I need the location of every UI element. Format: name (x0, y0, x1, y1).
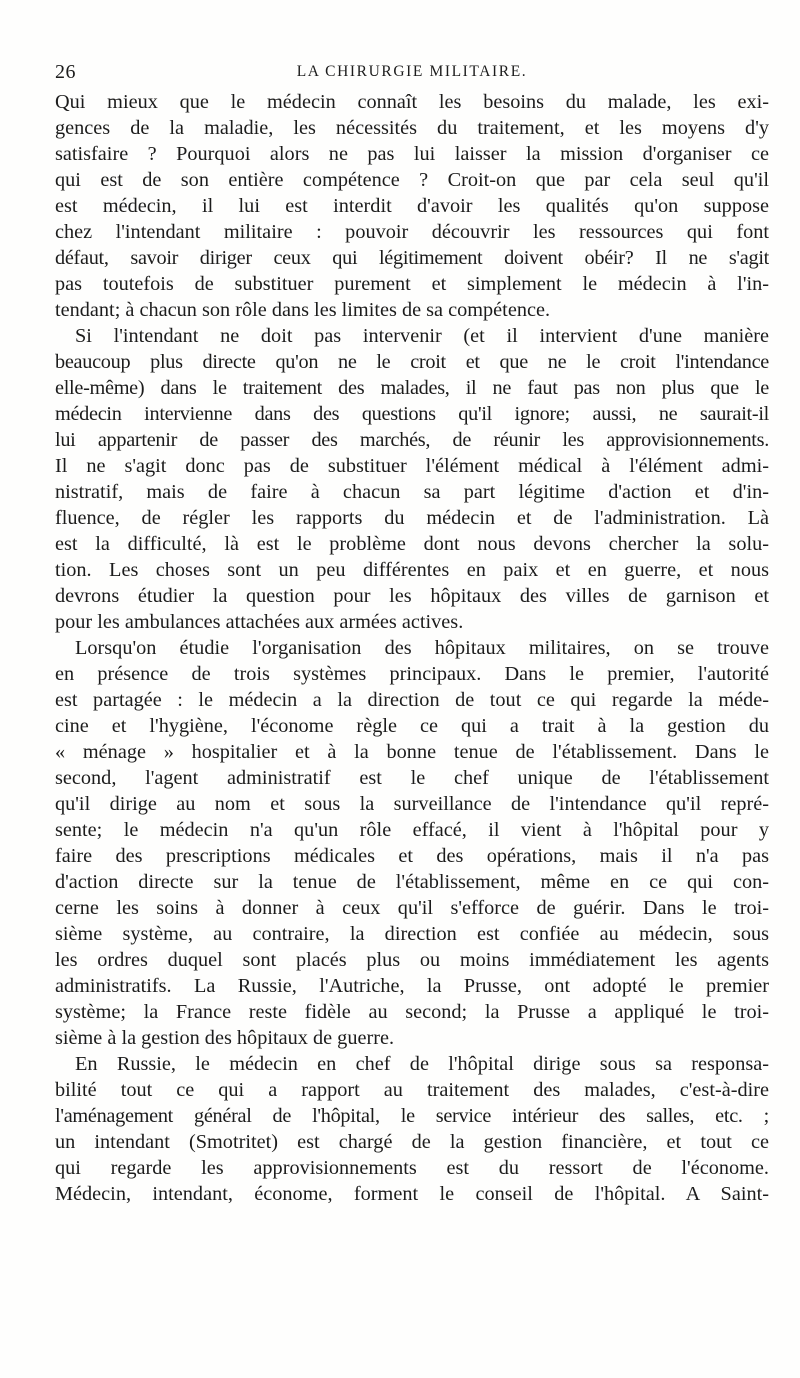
text-line: nistratif, mais de faire à chacun sa part légitime d'action et d'in- (55, 481, 769, 503)
text-line: en présence de trois systèmes principaux. Dans le premier, l'autorité (55, 663, 769, 685)
text-line: Médecin, intendant, économe, forment le conseil de l'hôpital. A Saint- (55, 1183, 769, 1205)
body-text (55, 89, 769, 1207)
text-line: Qui mieux que le médecin connaît les besoins du malade, les exi- (55, 91, 769, 113)
text-line: cine et l'hygiène, l'économe règle ce qui a trait à la gestion du (55, 715, 769, 737)
text-line: les ordres duquel sont placés plus ou moins immédiatement les agents (55, 949, 769, 971)
text-line: qu'il dirige au nom et sous la surveillance de l'intendance qu'il repré- (55, 793, 769, 815)
text-line: Il ne s'agit donc pas de substituer l'élément médical à l'élément admi- (55, 455, 769, 477)
text-line: devrons étudier la question pour les hôpitaux des villes de garnison et (55, 585, 769, 607)
text-line: beaucoup plus directe qu'on ne le croit et que ne le croit l'intendance (55, 351, 769, 373)
text-line: En Russie, le médecin en chef de l'hôpital dirige sous sa responsa- (75, 1053, 769, 1075)
text-line: sième système, au contraire, la direction est confiée au médecin, sous (55, 923, 769, 945)
text-line: l'aménagement général de l'hôpital, le service intérieur des salles, etc. ; (55, 1105, 769, 1127)
text-line: cerne les soins à donner à ceux qu'il s'efforce de guérir. Dans le troi- (55, 897, 769, 919)
page-number: 26 (55, 61, 76, 83)
text-line: sente; le médecin n'a qu'un rôle effacé, il vient à l'hôpital pour y (55, 819, 769, 841)
text-line: lui appartenir de passer des marchés, de réunir les approvisionnements. (55, 429, 769, 451)
page-header (55, 61, 769, 85)
text-line: médecin intervienne dans des questions qu'il ignore; aussi, ne saurait-il (55, 403, 769, 425)
text-line: tendant; à chacun son rôle dans les limites de sa compétence. (55, 299, 551, 321)
text-line: fluence, de régler les rapports du médecin et de l'administration. Là (55, 507, 769, 529)
text-line: est la difficulté, là est le problème dont nous devons chercher la solu- (55, 533, 769, 555)
text-line: sième à la gestion des hôpitaux de guerre. (55, 1027, 395, 1049)
text-line: tion. Les choses sont un peu différentes en paix et en guerre, et nous (55, 559, 769, 581)
text-line: chez l'intendant militaire : pouvoir découvrir les ressources qui font (55, 221, 769, 243)
text-line: Si l'intendant ne doit pas intervenir (et il intervient d'une manière (75, 325, 769, 347)
text-line: second, l'agent administratif est le chef unique de l'établissement (55, 767, 769, 789)
running-title: LA CHIRURGIE MILITAIRE. (296, 63, 528, 80)
text-line: « ménage » hospitalier et à la bonne tenue de l'établissement. Dans le (55, 741, 769, 763)
text-line: elle-même) dans le traitement des malades, il ne faut pas non plus que le (55, 377, 769, 399)
text-line: faire des prescriptions médicales et des opérations, mais il n'a pas (55, 845, 769, 867)
text-line: qui est de son entière compétence ? Croit-on que par cela seul qu'il (55, 169, 769, 191)
text-line: gences de la maladie, les nécessités du traitement, et les moyens d'y (55, 117, 769, 139)
text-line: Lorsqu'on étudie l'organisation des hôpitaux militaires, on se trouve (75, 637, 769, 659)
text-line: administratifs. La Russie, l'Autriche, la Prusse, ont adopté le premier (55, 975, 769, 997)
text-line: est médecin, il lui est interdit d'avoir les qualités qu'on suppose (55, 195, 769, 217)
text-line: qui regarde les approvisionnements est du ressort de l'économe. (55, 1157, 769, 1179)
text-line: est partagée : le médecin a la direction de tout ce qui regarde la méde- (55, 689, 769, 711)
text-line: pour les ambulances attachées aux armées actives. (55, 611, 464, 633)
text-line: pas toutefois de substituer purement et simplement le médecin à l'in- (55, 273, 769, 295)
text-line: système; la France reste fidèle au second; la Prusse a appliqué le troi- (55, 1001, 769, 1023)
text-line: d'action directe sur la tenue de l'établissement, même en ce qui con- (55, 871, 769, 893)
text-line: bilité tout ce qui a rapport au traitement des malades, c'est-à-dire (55, 1079, 769, 1101)
text-line: défaut, savoir diriger ceux qui légitimement doivent obéir? Il ne s'agit (55, 247, 769, 269)
text-line: satisfaire ? Pourquoi alors ne pas lui laisser la mission d'organiser ce (55, 143, 769, 165)
text-line: un intendant (Smotritet) est chargé de la gestion financière, et tout ce (55, 1131, 769, 1153)
